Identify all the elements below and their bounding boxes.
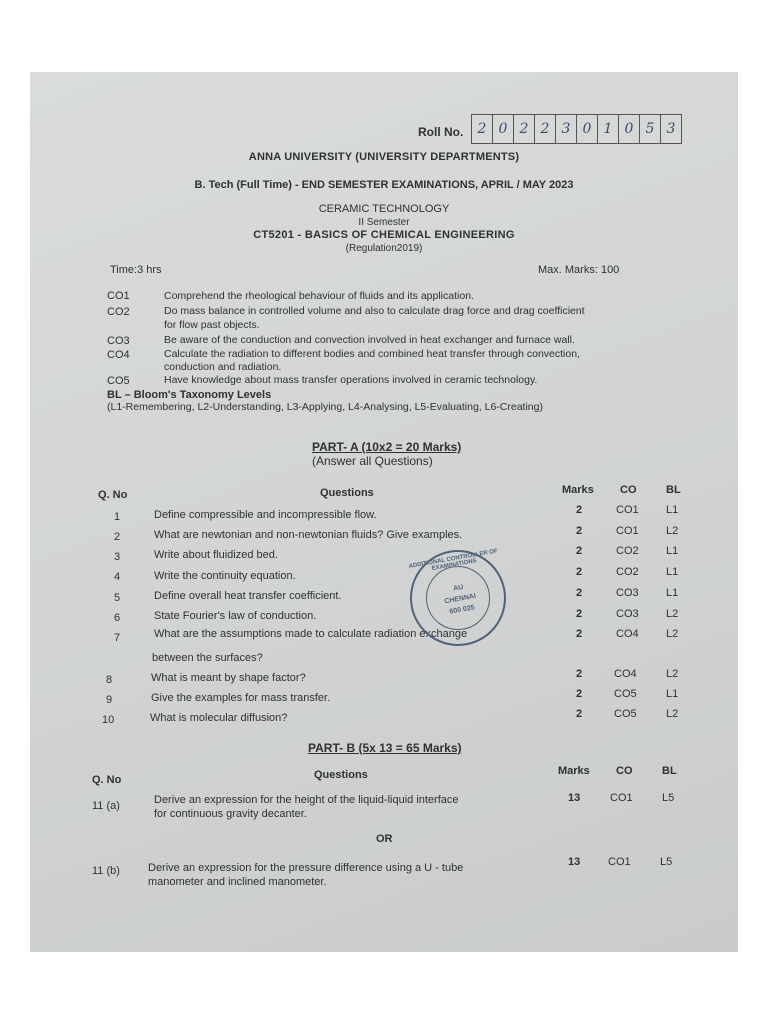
roll-digit: 5 [640, 115, 661, 143]
question-marks: 2 [576, 587, 583, 599]
university-name: ANNA UNIVERSITY (UNIVERSITY DEPARTMENTS) [248, 151, 520, 163]
part-b-title: PART- B (5x 13 = 65 Marks) [308, 741, 462, 755]
question-co: CO2 [616, 566, 639, 578]
exam-paper [30, 72, 738, 952]
col-header-marks: Marks [558, 765, 590, 777]
question-number: 5 [114, 592, 121, 604]
question-co: CO3 [616, 587, 639, 599]
question-text: What are the assumptions made to calculate radiation exchange [154, 628, 468, 640]
co-code: CO3 [107, 335, 130, 347]
question-marks: 2 [576, 708, 583, 720]
col-header-bl: BL [662, 765, 677, 777]
co-code: CO5 [107, 375, 130, 387]
question-bl: L2 [666, 608, 679, 620]
co-text: for flow past objects. [164, 319, 260, 331]
question-number: 8 [106, 674, 113, 686]
roll-digit: 0 [619, 115, 640, 143]
question-text: State Fourier's law of conduction. [154, 610, 317, 622]
question-co: CO5 [614, 688, 637, 700]
or-separator: OR [376, 833, 393, 845]
question-co: CO4 [616, 628, 639, 640]
roll-digit: 0 [577, 115, 598, 143]
question-number: 7 [114, 632, 121, 644]
seal-text: AU [452, 583, 464, 593]
question-bl: L2 [666, 525, 679, 537]
question-text: Write about fluidized bed. [154, 549, 278, 561]
question-text: Define overall heat transfer coefficient. [154, 590, 342, 602]
question-text: What is molecular diffusion? [150, 712, 288, 724]
question-text: Give the examples for mass transfer. [151, 692, 331, 704]
max-marks: Max. Marks: 100 [538, 264, 620, 276]
col-header-co: CO [620, 484, 637, 496]
question-bl: L1 [666, 587, 679, 599]
exam-time: Time:3 hrs [110, 264, 162, 276]
col-header-qno: Q. No [98, 489, 128, 501]
question-marks: 13 [568, 792, 581, 804]
roll-no-label: Roll No. [418, 125, 464, 139]
question-text: What are newtonian and non-newtonian fluids? Give examples. [154, 529, 463, 541]
question-text: What is meant by shape factor? [151, 672, 306, 684]
seal-text: CHENNAI [443, 592, 477, 606]
question-co: CO1 [616, 504, 639, 516]
question-marks: 13 [568, 856, 581, 868]
question-text: manometer and inclined manometer. [148, 876, 327, 888]
co-text: Do mass balance in controlled volume and also to calculate drag force and drag coefficient [164, 305, 585, 317]
roll-digit: 0 [493, 115, 514, 143]
question-text: between the surfaces? [152, 652, 263, 664]
question-number: 4 [114, 571, 121, 583]
question-marks: 2 [576, 628, 583, 640]
question-number: 3 [114, 551, 121, 563]
question-marks: 2 [576, 668, 583, 680]
question-co: CO2 [616, 545, 639, 557]
question-marks: 2 [576, 525, 583, 537]
roll-digit: 3 [556, 115, 577, 143]
co-code: CO1 [107, 290, 130, 302]
roll-digit: 3 [666, 121, 676, 137]
question-number: 6 [114, 612, 121, 624]
col-header-questions: Questions [314, 769, 368, 781]
co-code: CO4 [107, 349, 130, 361]
question-co: CO1 [616, 525, 639, 537]
question-number: 2 [114, 531, 121, 543]
question-bl: L2 [666, 628, 679, 640]
col-header-marks: Marks [562, 484, 594, 496]
co-text: conduction and radiation. [164, 361, 282, 373]
question-text: Write the continuity equation. [154, 570, 296, 582]
department: CERAMIC TECHNOLOGY [318, 203, 450, 215]
question-marks: 2 [576, 504, 583, 516]
col-header-co: CO [616, 765, 633, 777]
part-a-subtitle: (Answer all Questions) [312, 454, 433, 468]
question-number: 1 [114, 511, 121, 523]
question-co: CO5 [614, 708, 637, 720]
question-marks: 2 [576, 608, 583, 620]
roll-digit: 1 [598, 115, 619, 143]
col-header-bl: BL [666, 484, 681, 496]
question-text: for continuous gravity decanter. [154, 808, 307, 820]
seal-text: 600 025 [449, 604, 476, 616]
question-number: 11 (b) [92, 865, 120, 877]
co-code: CO2 [107, 306, 130, 318]
question-marks: 2 [576, 545, 583, 557]
semester: II Semester [358, 217, 410, 228]
question-co: CO1 [610, 792, 633, 804]
exam-title: B. Tech (Full Time) - END SEMESTER EXAMINATIONS, APRIL / MAY 2023 [194, 179, 574, 191]
seal-text: ADDITIONAL CONTROLLER OF EXAMINATIONS [408, 548, 499, 573]
question-co: CO4 [614, 668, 637, 680]
question-number: 11 (a) [92, 800, 120, 812]
roll-digit: 2 [472, 115, 493, 143]
question-bl: L1 [666, 545, 679, 557]
bloom-levels: (L1-Remembering, L2-Understanding, L3-Applying, L4-Analysing, L5-Evaluating, L6-Creating) [107, 401, 543, 413]
question-bl: L2 [666, 708, 679, 720]
roll-digit: 2 [514, 115, 535, 143]
question-bl: L1 [666, 566, 679, 578]
col-header-qno: Q. No [92, 774, 122, 786]
question-bl: L5 [660, 856, 673, 868]
question-bl: L5 [662, 792, 675, 804]
co-text: Be aware of the conduction and convection involved in heat exchanger and furnace wall. [164, 334, 575, 346]
roll-no-boxes [471, 114, 682, 144]
course-title: CT5201 - BASICS OF CHEMICAL ENGINEERING [253, 229, 515, 241]
co-text: Comprehend the rheological behaviour of fluids and its application. [164, 290, 474, 302]
col-header-questions: Questions [320, 487, 374, 499]
co-text: Calculate the radiation to different bodies and combined heat transfer through convection, [164, 348, 580, 360]
question-bl: L1 [666, 504, 679, 516]
question-text: Derive an expression for the height of the liquid-liquid interface [154, 794, 459, 806]
question-co: CO1 [608, 856, 631, 868]
question-text: Define compressible and incompressible flow. [154, 509, 377, 521]
bloom-title: BL – Bloom's Taxonomy Levels [107, 389, 272, 401]
co-text: Have knowledge about mass transfer operations involved in ceramic technology. [164, 374, 538, 386]
question-co: CO3 [616, 608, 639, 620]
regulation: (Regulation2019) [345, 243, 423, 254]
question-number: 9 [106, 694, 113, 706]
question-text: Derive an expression for the pressure difference using a U - tube [148, 862, 464, 874]
question-bl: L1 [666, 688, 679, 700]
roll-digit: 2 [535, 115, 556, 143]
question-marks: 2 [576, 688, 583, 700]
question-marks: 2 [576, 566, 583, 578]
part-a-title: PART- A (10x2 = 20 Marks) [312, 440, 462, 454]
question-number: 10 [102, 714, 115, 726]
question-bl: L2 [666, 668, 679, 680]
